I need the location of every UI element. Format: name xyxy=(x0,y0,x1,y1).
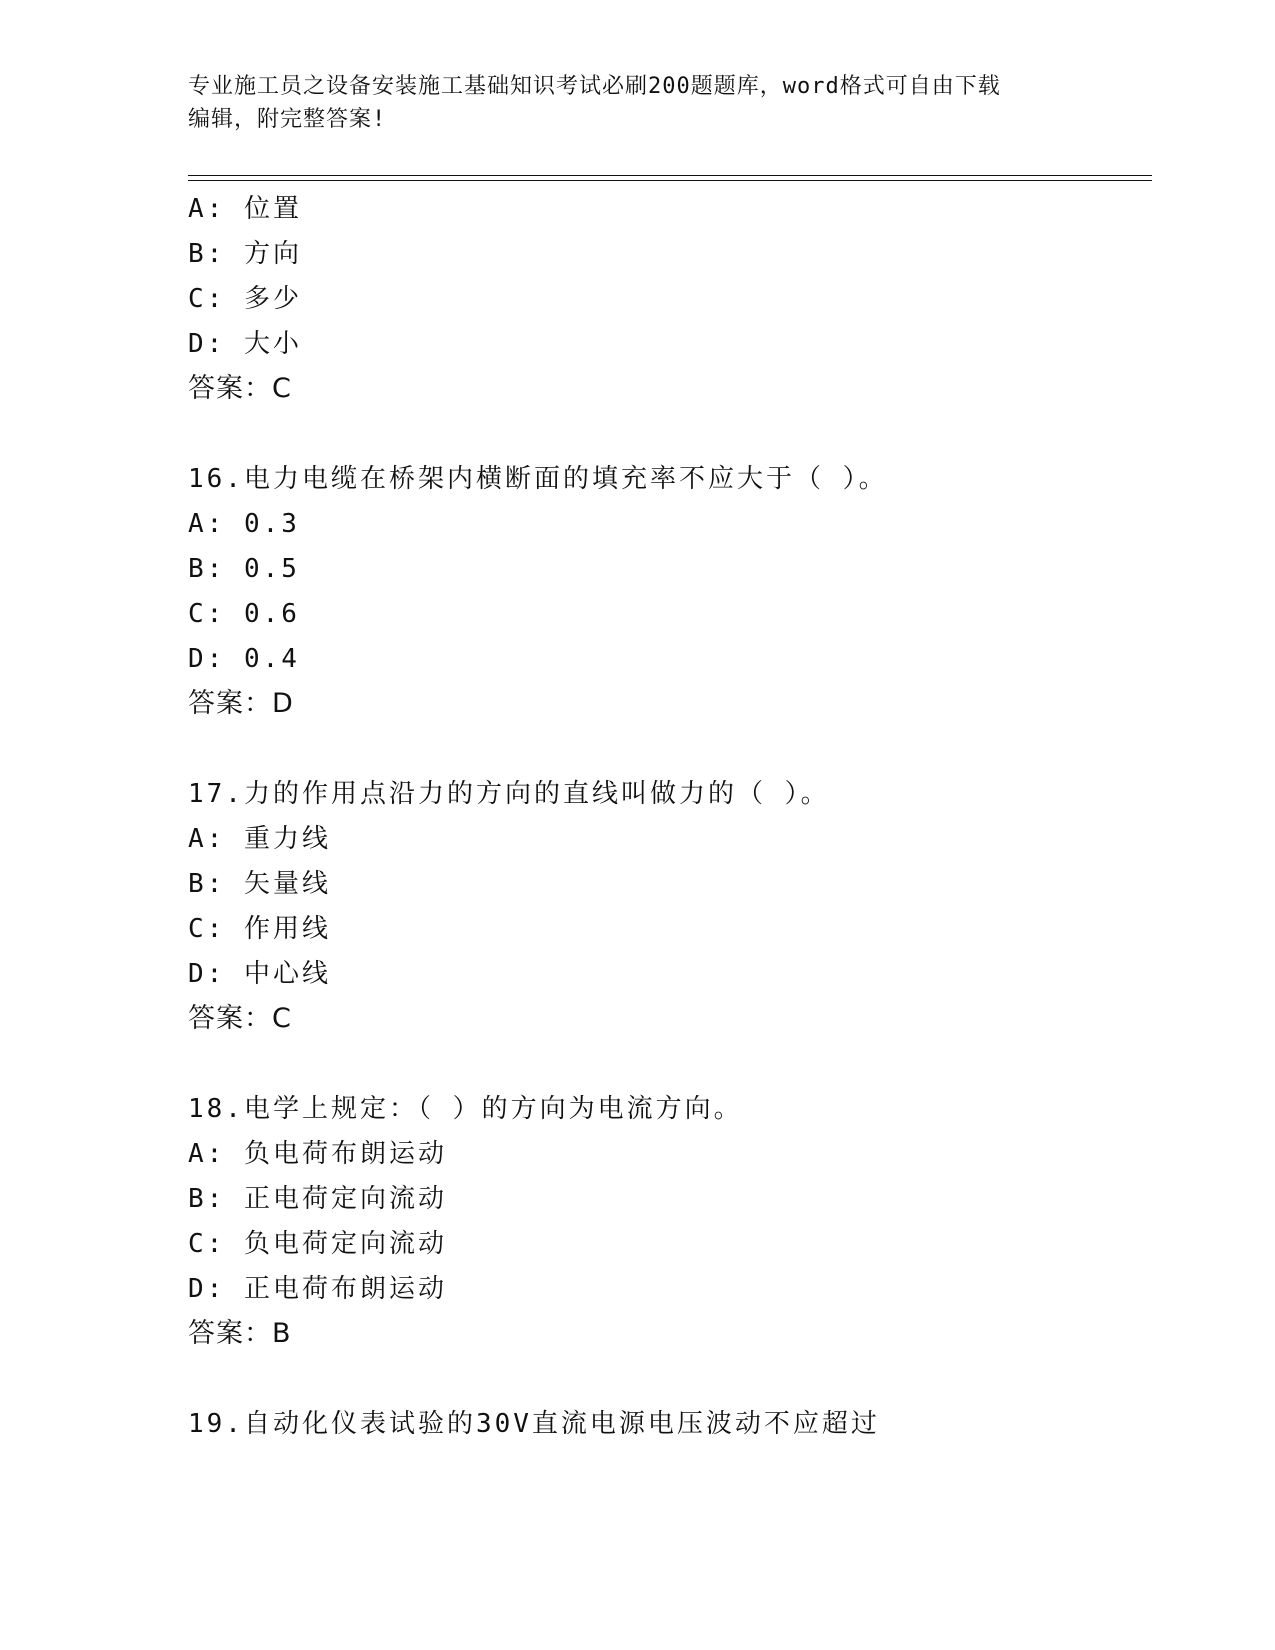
q18-question: 18.电学上规定：（ ）的方向为电流方向。 xyxy=(188,1094,743,1124)
header-rule-top xyxy=(188,175,1152,176)
q16-option-a: A: 0.3 xyxy=(188,509,300,539)
q17-option-c: C: 作用线 xyxy=(188,914,331,944)
q18-option-b: B: 正电荷定向流动 xyxy=(188,1184,447,1214)
q17-option-b: B: 矢量线 xyxy=(188,869,331,899)
q15-option-c: C: 多少 xyxy=(188,284,302,314)
q17-option-d: D: 中心线 xyxy=(188,959,331,989)
q19-question: 19.自动化仪表试验的30V直流电源电压波动不应超过 xyxy=(188,1409,880,1439)
q18-answer: 答案：B xyxy=(188,1318,292,1349)
q16-option-b: B: 0.5 xyxy=(188,554,300,584)
header-text-line-2: 编辑，附完整答案! xyxy=(188,107,387,132)
q18-option-c: C: 负电荷定向流动 xyxy=(188,1229,447,1259)
q18-option-d: D: 正电荷布朗运动 xyxy=(188,1274,447,1304)
q16-question: 16.电力电缆在桥架内横断面的填充率不应大于（ ）。 xyxy=(188,464,888,494)
q18-option-a: A: 负电荷布朗运动 xyxy=(188,1139,447,1169)
q16-answer: 答案：D xyxy=(188,688,294,719)
q15-option-d: D: 大小 xyxy=(188,329,302,359)
header-text-line-1: 专业施工员之设备安装施工基础知识考试必刷200题题库，word格式可自由下载 xyxy=(188,74,1001,99)
q15-answer: 答案：C xyxy=(188,373,292,404)
q17-question: 17.力的作用点沿力的方向的直线叫做力的（ ）。 xyxy=(188,779,830,809)
q15-option-a: A: 位置 xyxy=(188,194,302,224)
header-rule-bottom xyxy=(188,180,1152,181)
q16-option-d: D: 0.4 xyxy=(188,644,300,674)
q15-option-b: B: 方向 xyxy=(188,239,302,269)
q17-answer: 答案：C xyxy=(188,1003,292,1034)
q17-option-a: A: 重力线 xyxy=(188,824,331,854)
q16-option-c: C: 0.6 xyxy=(188,599,300,629)
